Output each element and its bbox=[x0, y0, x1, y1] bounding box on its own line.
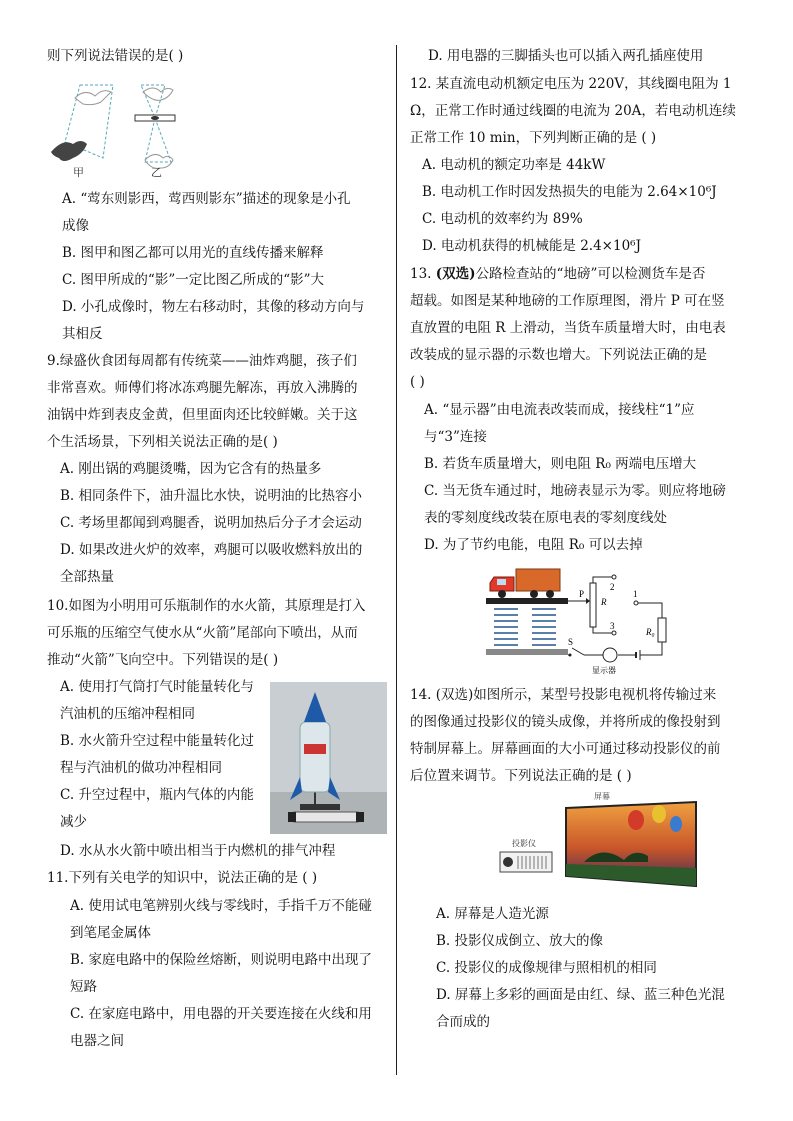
q12-option-d: D. 电动机获得的机械能是 2.4×10⁶J bbox=[422, 238, 641, 254]
q13-option-a-cont: 与“3”连接 bbox=[424, 429, 487, 445]
q13-option-c-cont: 表的零刻度线改装在原电表的零刻度线处 bbox=[424, 510, 667, 526]
q10-option-d: D. 水从水火箭中喷出相当于内燃机的排气冲程 bbox=[60, 843, 336, 859]
q11-stem: 11.下列有关电学的知识中，说法正确的是 ( ) bbox=[47, 870, 318, 886]
q10-option-b: B. 水火箭升空过程中能量转化过 bbox=[60, 733, 255, 749]
q10-option-b-cont: 程与汽油机的做功冲程相同 bbox=[60, 760, 222, 776]
q14-stem-line4: 后位置来调节。下列说法正确的是 ( ) bbox=[410, 768, 632, 784]
q9-option-a: A. 刚出锅的鸡腿烫嘴，因为它含有的热量多 bbox=[60, 461, 322, 477]
screen-label: 屏幕 bbox=[594, 792, 610, 801]
q10-option-c-cont: 减少 bbox=[60, 814, 87, 830]
q11-option-c-cont: 电器之间 bbox=[70, 1033, 124, 1049]
q14-option-d-cont: 合而成的 bbox=[436, 1014, 490, 1030]
q13-option-b: B. 若货车质量增大，则电阻 R₀ 两端电压增大 bbox=[424, 456, 697, 472]
q14-option-a: A. 屏幕是人造光源 bbox=[436, 906, 549, 922]
projector-screen-figure bbox=[484, 790, 704, 888]
springs bbox=[494, 609, 556, 645]
q13-option-c: C. 当无货车通过时，地磅表显示为零。则应将地磅 bbox=[424, 483, 726, 499]
q9-stem-line3: 油锅中炸到表皮金黄，但里面肉还比较鲜嫩。关于这 bbox=[47, 407, 358, 423]
figure-jia-bird-shadow bbox=[51, 85, 113, 161]
q12-stem-line3: 正常工作 10 min，下列判断正确的是 ( ) bbox=[410, 130, 657, 146]
terminal-1-label: 1 bbox=[633, 589, 638, 599]
q8-shadow-figure bbox=[45, 80, 205, 180]
q12-stem-line2: Ω，正常工作时通过线圈的电流为 20A，若电动机连续 bbox=[410, 103, 736, 119]
q9-option-b: B. 相同条件下，油升温比水快，说明油的比热容小 bbox=[60, 488, 363, 504]
figure-yi-pinhole bbox=[135, 85, 175, 168]
q13-tag: (双选) bbox=[435, 266, 476, 282]
q14-stem-line1: 14. (双选)如图所示，某型号投影电视机将传输过来 bbox=[410, 687, 717, 703]
q11-option-a: A. 使用试电笔辨别火线与零线时，手指千万不能碰 bbox=[70, 898, 372, 914]
q12-stem-line1: 12. 某直流电动机额定电压为 220V，其线圈电阻为 1 bbox=[410, 76, 732, 92]
q11-option-a-cont: 到笔尾金属体 bbox=[70, 925, 151, 941]
resistor-r-label: R bbox=[601, 597, 607, 607]
resistor-r0-label: R₀ bbox=[646, 627, 655, 637]
q11-option-c: C. 在家庭电路中，用电器的开关要连接在火线和用 bbox=[70, 1006, 372, 1022]
q11-option-d: D. 用电器的三脚插头也可以插入两孔插座使用 bbox=[428, 48, 704, 64]
display-meter bbox=[603, 648, 617, 662]
q8-option-d: D. 小孔成像时，物左右移动时，其像的移动方向与 bbox=[62, 299, 365, 315]
q9-stem-line2: 非常喜欢。师傅们将冰冻鸡腿先解冻，再放入沸腾的 bbox=[47, 380, 358, 396]
q13-stem-first: 公路检查站的“地磅”可以检测货车是否 bbox=[475, 266, 706, 282]
q8-option-c: C. 图甲所成的“影”一定比图乙所成的“影”大 bbox=[62, 272, 325, 288]
q13-option-a: A. “显示器”由电流表改装而成，接线柱“1”应 bbox=[424, 402, 695, 418]
display-label: 显示器 bbox=[592, 666, 616, 675]
q8-option-d-cont: 其相反 bbox=[62, 326, 103, 342]
projector-label: 投影仪 bbox=[512, 839, 536, 848]
q13-stem-line2: 超载。如图是某种地磅的工作原理图，滑片 P 可在竖 bbox=[410, 293, 725, 309]
weighbridge-circuit-diagram bbox=[486, 563, 696, 678]
water-rocket-photo bbox=[270, 682, 387, 834]
terminal-3-label: 3 bbox=[610, 621, 615, 631]
q10-stem-line2: 可乐瓶的压缩空气使水从“火箭”尾部向下喷出，从而 bbox=[47, 625, 358, 641]
q13-number: 13. bbox=[410, 266, 432, 282]
q13-stem-line3: 直放置的电阻 R 上滑动，当货车质量增大时，由电表 bbox=[410, 320, 726, 336]
q14-option-c: C. 投影仪的成像规律与照相机的相同 bbox=[436, 960, 657, 976]
q9-option-c: C. 考场里都闻到鸡腿香，说明加热后分子才会运动 bbox=[60, 515, 362, 531]
q9-option-d-cont: 全部热量 bbox=[60, 569, 114, 585]
q14-option-b: B. 投影仪成倒立、放大的像 bbox=[436, 933, 604, 949]
q14-stem-line2: 的图像通过投影仪的镜头成像，并将所成的像投射到 bbox=[410, 714, 721, 730]
truck-icon bbox=[490, 569, 560, 598]
q10-option-c: C. 升空过程中，瓶内气体的内能 bbox=[60, 787, 254, 803]
q14-option-d: D. 屏幕上多彩的画面是由红、绿、蓝三种色光混 bbox=[436, 987, 725, 1003]
q10-stem-line1: 10.如图为小明用可乐瓶制作的水火箭，其原理是打入 bbox=[47, 598, 366, 614]
switch-s-label: S bbox=[568, 637, 574, 647]
q10-option-a-cont: 汽油机的压缩冲程相同 bbox=[60, 706, 195, 722]
q9-stem-line1: 9.绿盛伙食团每周都有传统菜——油炸鸡腿，孩子们 bbox=[47, 353, 357, 369]
q13-stem-line4: 改装成的显示器的示数也增大。下列说法正确的是 bbox=[410, 347, 707, 363]
q8-option-a: A. “莺东则影西，莺西则影东”描述的现象是小孔 bbox=[62, 191, 351, 207]
q8-stem: 则下列说法错误的是( ) bbox=[47, 48, 184, 64]
switch-s bbox=[572, 648, 584, 655]
resistor-r0 bbox=[658, 618, 666, 642]
q9-option-d: D. 如果改进火炉的效率，鸡腿可以吸收燃料放出的 bbox=[60, 542, 363, 558]
q13-stem-line5: ( ) bbox=[410, 374, 425, 390]
slider-p-label: P bbox=[579, 589, 585, 599]
q11-option-b-cont: 短路 bbox=[70, 979, 97, 995]
q13-stem-line1 bbox=[410, 265, 705, 283]
weighing-platform bbox=[486, 598, 568, 604]
q12-option-a: A. 电动机的额定功率是 44kW bbox=[422, 157, 606, 173]
q10-option-a: A. 使用打气筒打气时能量转化与 bbox=[60, 679, 254, 695]
q11-option-b: B. 家庭电路中的保险丝熔断，则说明电路中出现了 bbox=[70, 952, 373, 968]
terminal-2-label: 2 bbox=[610, 582, 615, 592]
q12-option-c: C. 电动机的效率约为 89% bbox=[422, 211, 583, 227]
ground bbox=[486, 649, 568, 655]
resistor-r bbox=[590, 583, 596, 627]
q9-stem-line4: 个生活场景，下列相关说法正确的是( ) bbox=[47, 434, 278, 450]
q8-option-a-cont: 成像 bbox=[62, 218, 89, 234]
q12-option-b: B. 电动机工作时因发热损失的电能为 2.64×10⁶J bbox=[422, 184, 717, 200]
figure-label-yi: 乙 bbox=[151, 167, 162, 179]
q8-option-b: B. 图甲和图乙都可以用光的直线传播来解释 bbox=[62, 245, 324, 261]
q10-stem-line3: 推动“火箭”飞向空中。下列错误的是( ) bbox=[47, 652, 279, 668]
q14-stem-line3: 特制屏幕上。屏幕画面的大小可通过移动投影仪的前 bbox=[410, 741, 721, 757]
column-divider bbox=[396, 45, 397, 1075]
q13-option-d: D. 为了节约电能，电阻 R₀ 可以去掉 bbox=[424, 537, 643, 553]
figure-label-jia: 甲 bbox=[73, 167, 84, 179]
